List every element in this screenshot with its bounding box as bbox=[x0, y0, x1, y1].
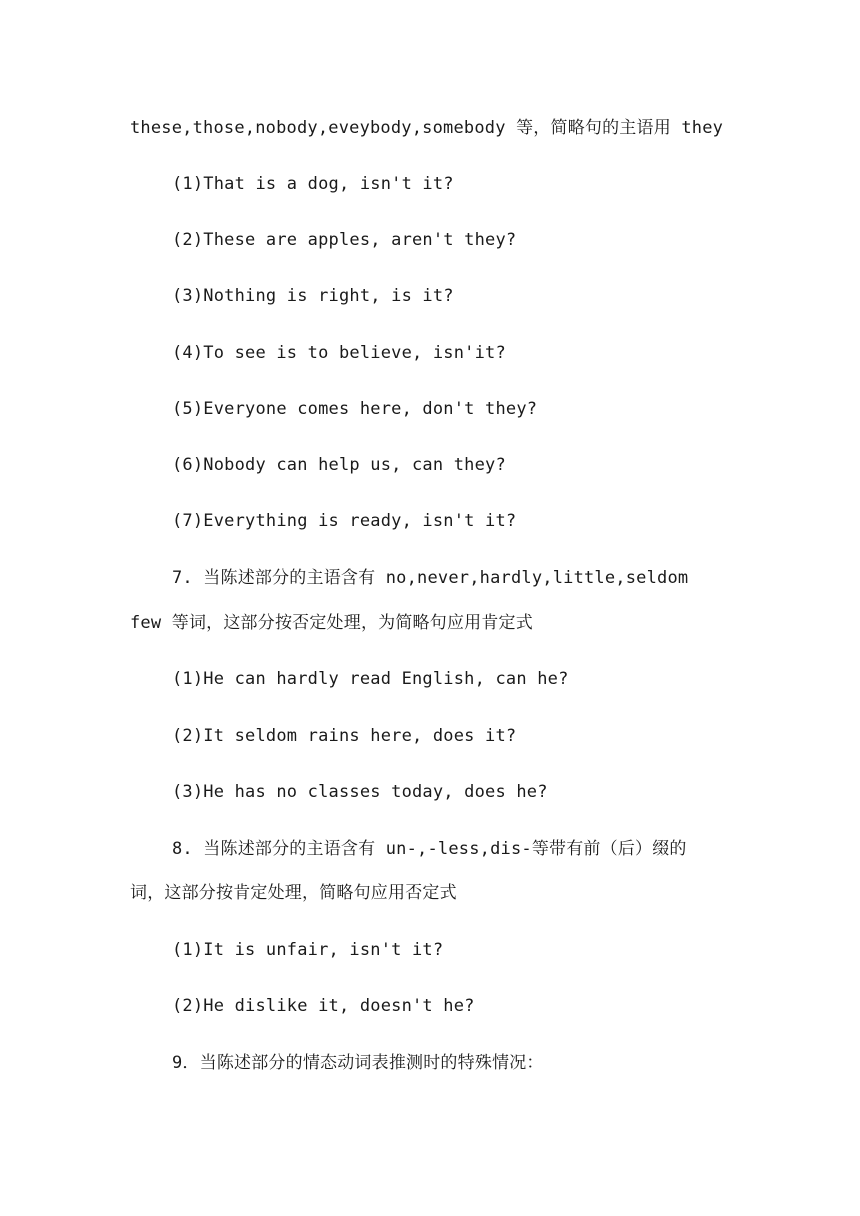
example-line: (3)He has no classes today, does he? bbox=[172, 782, 548, 802]
rule-heading-8: 8. 当陈述部分的主语含有 un-,-less,dis-等带有前（后）缀的 bbox=[172, 839, 687, 859]
example-line: (2)These are apples, aren't they? bbox=[172, 230, 517, 250]
text-line: few 等词，这部分按否定处理，为简略句应用肯定式 bbox=[130, 613, 533, 633]
text-line: these,those,nobody,eveybody,somebody 等，简略句的主语用 they bbox=[130, 118, 724, 138]
example-line: (7)Everything is ready, isn't it? bbox=[172, 511, 517, 531]
example-line: (6)Nobody can help us, can they? bbox=[172, 455, 506, 475]
example-line: (3)Nothing is right, is it? bbox=[172, 286, 454, 306]
example-line: (1)That is a dog, isn't it? bbox=[172, 174, 454, 194]
example-line: (2)He dislike it, doesn't he? bbox=[172, 996, 475, 1016]
example-line: (2)It seldom rains here, does it? bbox=[172, 726, 517, 746]
rule-heading-7: 7. 当陈述部分的主语含有 no,never,hardly,little,seldom bbox=[172, 568, 689, 588]
example-line: (5)Everyone comes here, don't they? bbox=[172, 399, 538, 419]
rule-heading-9: 9．当陈述部分的情态动词表推测时的特殊情况： bbox=[172, 1053, 544, 1073]
example-line: (1)He can hardly read English, can he? bbox=[172, 669, 569, 689]
example-line: (4)To see is to believe, isn'it? bbox=[172, 343, 506, 363]
example-line: (1)It is unfair, isn't it? bbox=[172, 940, 444, 960]
text-line: 词，这部分按肯定处理，简略句应用否定式 bbox=[130, 883, 457, 903]
